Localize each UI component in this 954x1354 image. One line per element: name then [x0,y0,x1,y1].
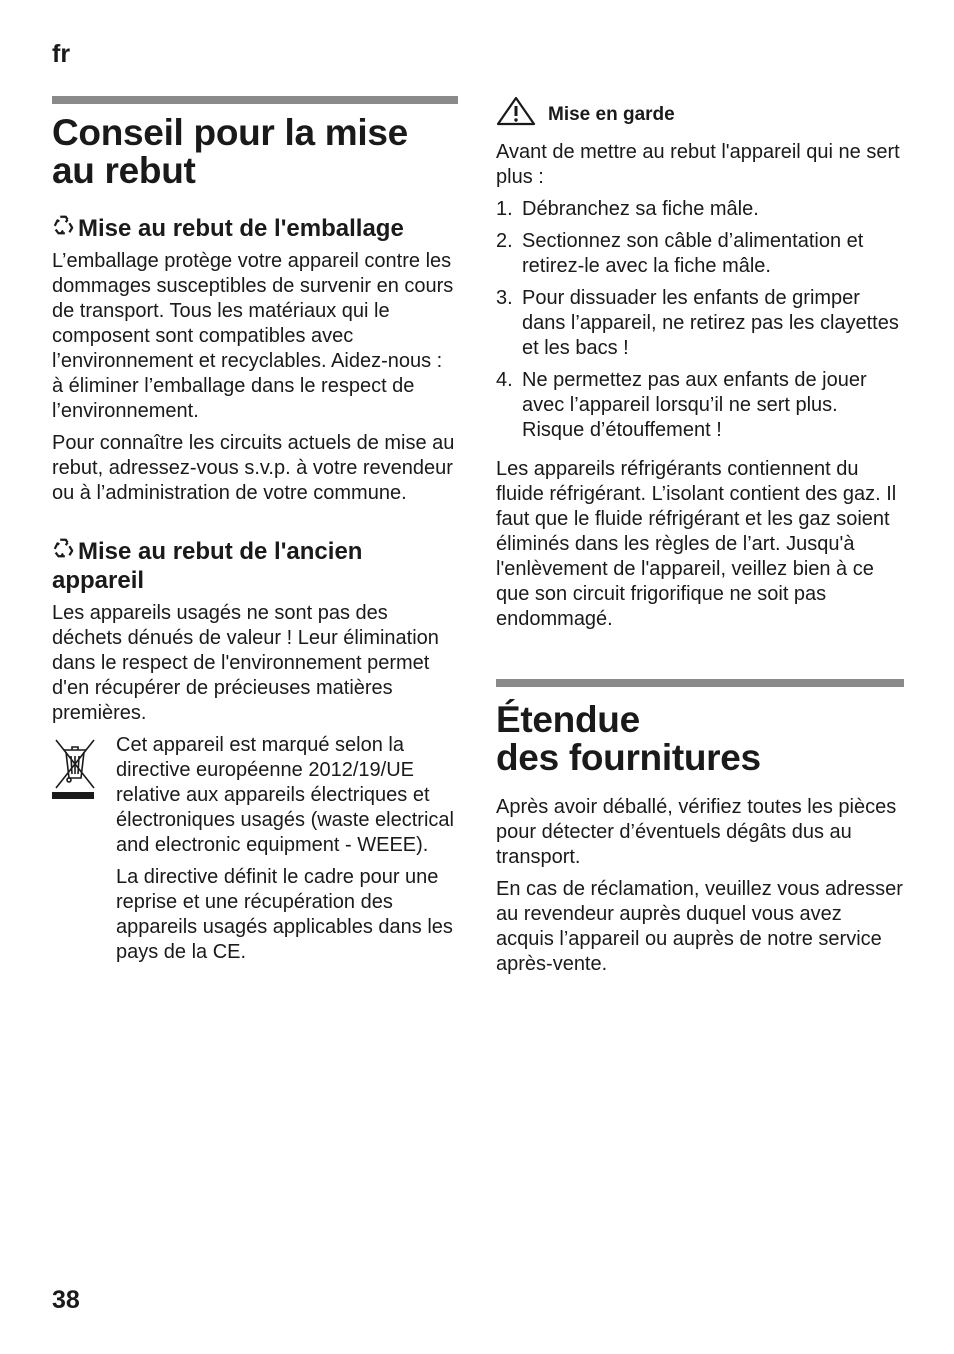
weee-paragraph-2: La directive définit le cadre pour une reprise et une récupération des appareils usagés applicables dans les pays de la CE. [116,866,453,963]
packaging-paragraph-2: Pour connaître les circuits actuels de mise au rebut, adressez-vous s.v.p. à votre revendeur ou à l’administration de votre commune. [52,432,455,504]
recycle-icon [52,214,78,243]
list-item [496,229,904,279]
section-rule [52,96,458,104]
step-text: Ne permettez pas aux enfants de jouer avec l’appareil lorsqu’il ne sert plus. Risque d’étouffement ! [522,369,867,441]
scope-title-line-1: Étendue [496,699,640,740]
refrigerant-paragraph: Les appareils réfrigérants contiennent du fluide réfrigérant. L’isolant contient des gaz. Il faut que le fluide réfrigérant et les gaz soient éliminés dans les règles de l’art. Jusqu'à l'enlèvement de l'appareil, veillez bien à ce que son circuit frigorifique ne soit pas endommagé. [496,458,897,630]
warning-steps [496,197,904,443]
scope-paragraph-1: Après avoir déballé, vérifiez toutes les pièces pour détecter d’éventuels dégâts dus au transport. [496,796,897,868]
scope-title-line-2: des fournitures [496,737,761,778]
list-item [496,286,904,361]
packaging-paragraph-1: L’emballage protège votre appareil contre les dommages susceptibles de survenir en cours de transport. Tous les matériaux qui le composent sont compatibles avec l’environnement et recyclables. Aidez-nous : à éliminer l’emballage dans le respect de l’environnement. [52,250,454,422]
list-item [496,197,904,222]
step-number: 3. [496,287,513,309]
list-item [496,368,904,443]
step-number: 4. [496,369,513,391]
step-text: Débranchez sa fiche mâle. [522,198,759,220]
weee-paragraph-1: Cet appareil est marqué selon la directive européenne 2012/19/UE relative aux appareils électriques et électroniques usagés (waste electrical and electronic equipment - WEEE). [116,734,454,856]
disposal-column [52,96,458,972]
warning-column [496,96,904,984]
packaging-heading [52,214,458,243]
packaging-heading-text: Mise au rebut de l'emballage [78,215,404,242]
warning-title: Mise en garde [548,104,675,125]
scope-paragraph-2: En cas de réclamation, veuillez vous adresser au revendeur auprès duquel vous avez acquis l’appareil ou auprès de notre service après-vente. [496,878,903,975]
language-label: fr [52,40,71,68]
weee-notice [52,733,458,972]
warning-triangle-icon [496,96,536,126]
old-appliance-paragraph: Les appareils usagés ne sont pas des déchets dénués de valeur ! Leur élimination dans le respect de l'environnement permet d'en récupérer de précieuses matières premières. [52,602,439,724]
warning-intro: Avant de mettre au rebut l'appareil qui ne sert plus : [496,141,900,188]
section-rule [496,679,904,687]
crossed-out-bin-icon [52,733,116,972]
step-text: Pour dissuader les enfants de grimper dans l’appareil, ne retirez pas les clayettes et les bacs ! [522,287,899,359]
warning-header [496,96,904,126]
step-text: Sectionnez son câble d’alimentation et retirez-le avec la fiche mâle. [522,230,864,277]
old-appliance-heading [52,537,458,595]
step-number: 1. [496,198,513,220]
recycle-icon [52,537,78,566]
step-number: 2. [496,230,513,252]
old-appliance-heading-text: Mise au rebut de l'ancien appareil [52,538,363,594]
page-number: 38 [52,1286,80,1314]
page-title: Conseil pour la mise au rebut [52,112,408,191]
scope-title [496,701,904,777]
